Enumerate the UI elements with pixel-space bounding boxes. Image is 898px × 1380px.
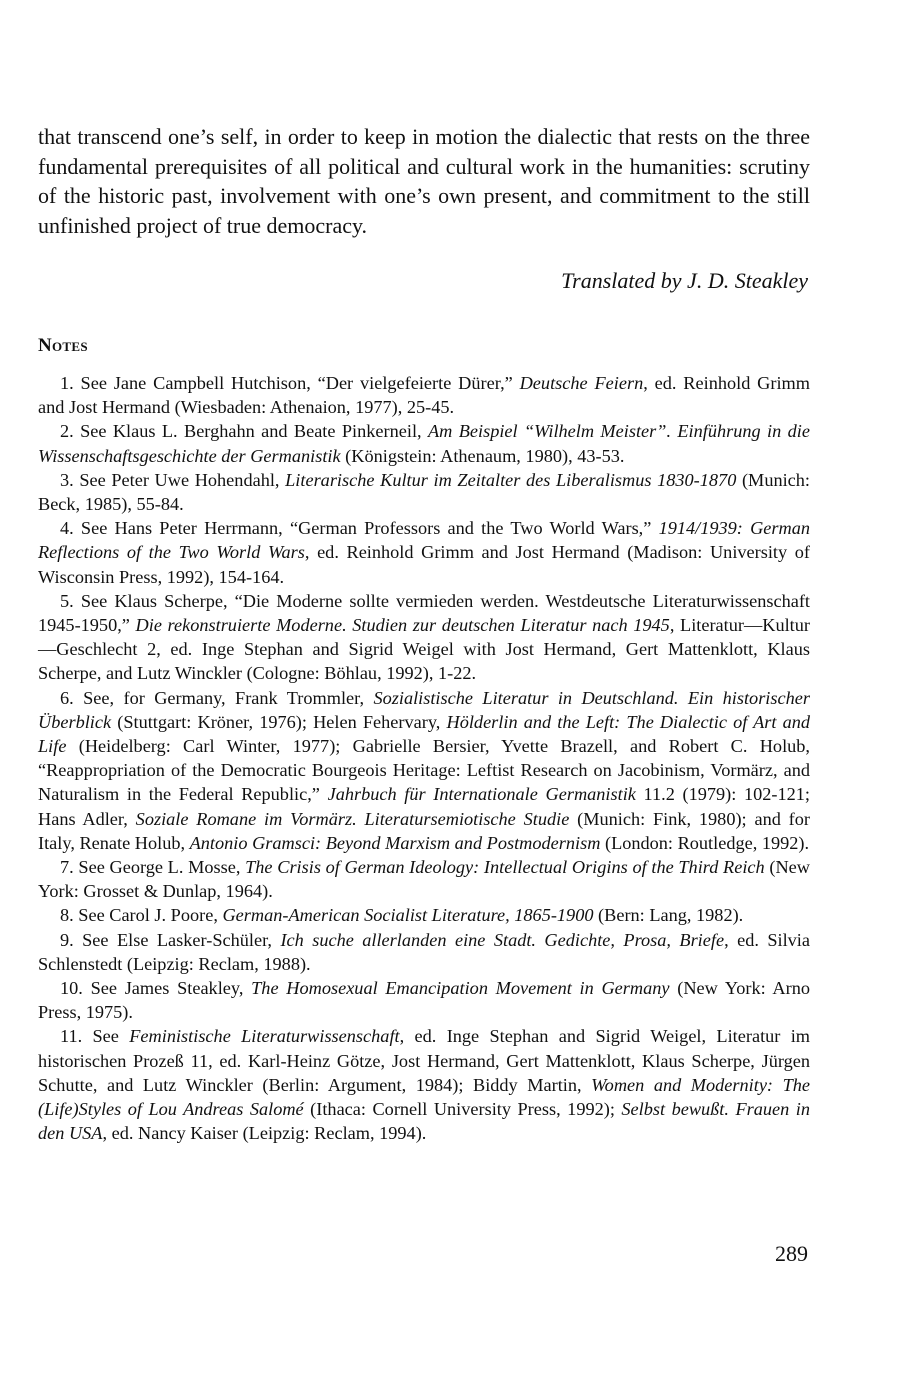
italic-title: Soziale Romane im Vormärz. Literatursemiotische Studie <box>135 808 570 829</box>
italic-title: Am Beispiel “Wilhelm Meister”. Einführung in die Wissenschaftsgeschichte der Germanistik <box>38 421 810 466</box>
note-item: 3. See Peter Uwe Hohendahl, Literarische Kultur im Zeitalter des Liberalismus 1830-1870 (Munich: Beck, 1985), 55-84. <box>38 469 811 515</box>
italic-title: Hölderlin and the Left: The Dialectic of Art and Life <box>38 711 810 757</box>
note-item: 6. See, for Germany, Frank Trommler, Sozialistische Literatur in Deutschland. Ein historischer Überblick (Stuttgart: Kröner, 1976); Helen Fehervary, Hölderlin and the Left: The Dialectic of Art and Life (Heidelberg: Carl Winter, 1977); Gabrielle Bersier, Yvette Brazell, and Robert C. Holub, “Reappropriation of the Democratic Bourgeois Heritage: Leftist Research on Jacobinism, Vormärz, and Naturalism in the Federal Republic,” Jahrbuch für Internationale Germanistik 11.2 (1979): 102-121; Hans Adler, Soziale Romane im Vormärz. Literatursemiotische Studie (Munich: Fink, 1980); and for Italy, Renate Holub, Antonio Gramsci: Beyond Marxism and Postmodernism (London: Routledge, 1992). <box>38 687 811 853</box>
note-item: 8. See Carol J. Poore, German-American Socialist Literature, 1865-1900 (Bern: Lang, 1982). <box>60 905 744 926</box>
note-item: 10. See James Steakley, The Homosexual Emancipation Movement in Germany (New York: Arno Press, 1975). <box>38 978 810 1023</box>
italic-title: Literarische Kultur im Zeitalter des Liberalismus 1830-1870 <box>285 469 737 490</box>
italic-title: Antonio Gramsci: Beyond Marxism and Postmodernism <box>189 832 601 853</box>
notes-list <box>38 371 810 1146</box>
note-item: 7. See George L. Mosse, The Crisis of German Ideology: Intellectual Origins of the Third Reich (New York: Grosset & Dunlap, 1964). <box>38 857 810 902</box>
italic-title: Jahrbuch für Internationale Germanistik <box>327 784 636 805</box>
notes-heading: Notes <box>38 335 88 356</box>
note-item: 4. See Hans Peter Herrmann, “German Professors and the Two World Wars,” 1914/1939: German Reflections of the Two World Wars, ed. Reinhold Grimm and Jost Hermand (Madison: University of Wisconsin Press, 1992), 154-164. <box>38 518 811 587</box>
italic-title: 1914/1939: German Reflections of the Two World Wars <box>38 518 811 563</box>
document-page <box>38 122 810 1146</box>
note-item: 9. See Else Lasker-Schüler, Ich suche allerlanden eine Stadt. Gedichte, Prosa, Briefe, ed. Silvia Schlenstedt (Leipzig: Reclam, 1988). <box>38 929 810 974</box>
italic-title: Selbst bewußt. Frauen in den USA <box>38 1099 810 1144</box>
italic-title: The Crisis of German Ideology: Intellectual Origins of the Third Reich <box>245 857 765 878</box>
italic-title: Deutsche Feiern <box>519 373 644 393</box>
italic-title: Die rekonstruierte Moderne. Studien zur deutschen Literatur nach 1945 <box>135 615 670 636</box>
italic-title: The Homosexual Emancipation Movement in Germany <box>251 978 670 999</box>
body-paragraph: that transcend one’s self, in order to keep in motion the dialectic that rests on the three fundamental prerequisites of all political and cultural work in the humanities: scrutiny of the historic past, involvement with one’s own present, and commitment to the still unfinished project of true democracy. <box>38 124 810 238</box>
note-item: 5. See Klaus Scherpe, “Die Moderne sollte vermieden werden. Westdeutsche Literaturwissenschaft 1945-1950,” Die rekonstruierte Moderne. Studien zur deutschen Literatur nach 1945, Literatur—Kultur—Geschlecht 2, ed. Inge Stephan and Sigrid Weigel with Jost Hermand, Gert Mattenklott, Klaus Scherpe, and Lutz Winckler (Cologne: Böhlau, 1992), 1-22. <box>38 590 810 684</box>
note-item: 2. See Klaus L. Berghahn and Beate Pinkerneil, Am Beispiel “Wilhelm Meister”. Einführung in die Wissenschaftsgeschichte der Germanistik (Königstein: Athenaum, 1980), 43-53. <box>38 421 810 466</box>
italic-title: Women and Modernity: The (Life)Styles of Lou Andreas Salomé <box>38 1074 810 1120</box>
translator-credit: Translated by J. D. Steakley <box>561 268 808 293</box>
page-number: 289 <box>775 1241 808 1266</box>
note-item: 11. See Feministische Literaturwissenschaft, ed. Inge Stephan and Sigrid Weigel, Literatur im historischen Prozeß 11, ed. Karl-Heinz Götze, Jost Hermand, Gert Mattenklott, Klaus Scherpe, Jürgen Schutte, and Lutz Winckler (Berlin: Argument, 1984); Biddy Martin, Women and Modernity: The (Life)Styles of Lou Andreas Salomé (Ithaca: Cornell University Press, 1992); Selbst bewußt. Frauen in den USA, ed. Nancy Kaiser (Leipzig: Reclam, 1994). <box>38 1026 811 1144</box>
italic-title: German-American Socialist Literature, 1865-1900 <box>222 905 594 926</box>
note-item: 1. See Jane Campbell Hutchison, “Der vielgefeierte Dürer,” Deutsche Feiern, ed. Reinhold Grimm and Jost Hermand (Wiesbaden: Athenaion, 1977), 25-45. <box>38 373 810 418</box>
italic-title: Feministische Literaturwissenschaft <box>129 1026 400 1047</box>
italic-title: Ich suche allerlanden eine Stadt. Gedichte, Prosa, Briefe <box>280 929 725 950</box>
italic-title: Sozialistische Literatur in Deutschland. Ein historischer Überblick <box>38 687 810 732</box>
